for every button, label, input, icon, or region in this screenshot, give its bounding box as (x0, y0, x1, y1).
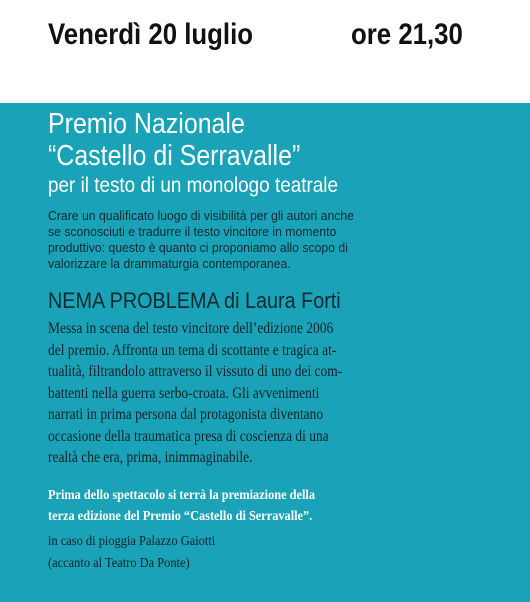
description-line: narrati in prima persona dal protagonista diventano (48, 406, 324, 423)
intro-line: se sconosciuti e tradurre il testo vincitore in momento (48, 224, 337, 239)
award-title-line-1: Premio Nazionale (48, 108, 245, 140)
intro-line: produttivo: questo è quanto ci proponiamo allo scopo di (48, 240, 348, 255)
award-intro (48, 208, 478, 272)
description-line: realtà che era, prima, inimmaginabile. (48, 449, 253, 466)
description-line: tualità, filtrandolo attraverso il vissuto di uno dei com- (48, 363, 343, 380)
venue-line: in caso di pioggia Palazzo Gaiotti (48, 533, 216, 548)
award-title-line-2: “Castello di Serravalle” (48, 140, 301, 172)
intro-line: Crare un qualificato luogo di visibilità per gli autori anche (48, 208, 355, 223)
show-description (48, 318, 498, 469)
award-subtitle: per il testo di un monologo teatrale (48, 174, 338, 197)
event-time: ore 21,30 (351, 18, 463, 51)
event-header (0, 0, 530, 103)
venue-line: (accanto al Teatro Da Ponte) (48, 555, 190, 570)
show-title: NEMA PROBLEMA di Laura Forti (48, 288, 341, 313)
intro-line: valorizzare la drammaturgia contemporanea. (48, 256, 291, 271)
event-date: Venerdì 20 luglio (48, 18, 254, 51)
description-line: Messa in scena del testo vincitore dell’edizione 2006 (48, 320, 334, 337)
highlight-line: terza edizione del Premio “Castello di Serravalle”. (48, 509, 313, 524)
highlight-line: Prima dello spettacolo si terrà la premiazione della (48, 488, 315, 503)
description-line: del premio. Affronta un tema di scottante e tragica at- (48, 341, 337, 359)
award-ceremony-note (48, 485, 498, 527)
description-line: battenti nella guerra serbo-croata. Gli avvenimenti (48, 384, 320, 402)
description-line: occasione della traumatica presa di coscienza di una (48, 427, 329, 445)
rain-venue-note (48, 530, 498, 574)
